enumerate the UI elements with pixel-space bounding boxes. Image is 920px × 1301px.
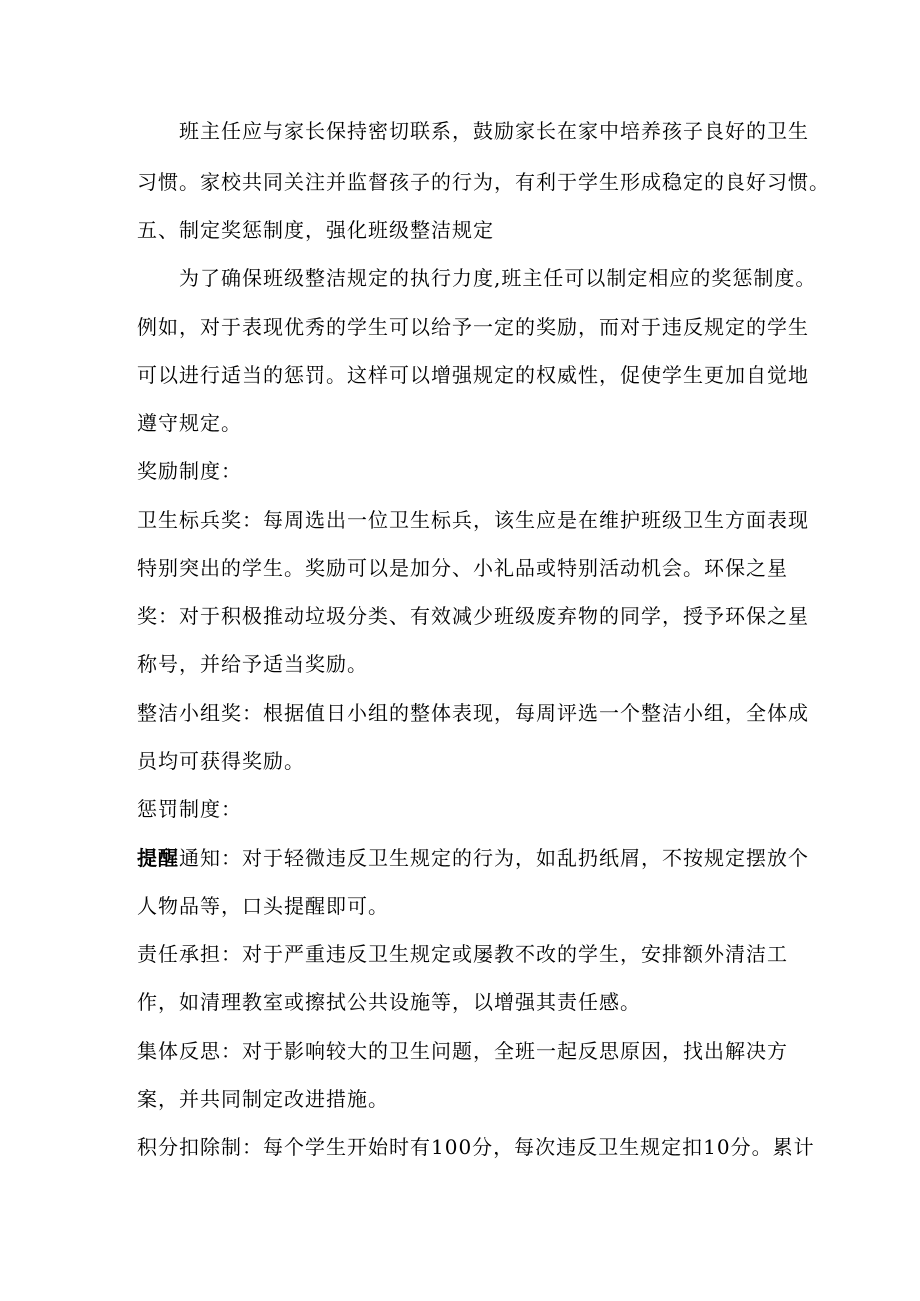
reward-item-1-line-4: 称号，并给予适当奖励。 xyxy=(137,652,368,676)
penalty-item-4-line-1: 积分扣除制：每个学生开始时有100分，每次违反卫生规定扣10分。累计 xyxy=(137,1135,815,1159)
paragraph-home-school-line-1: 班主任应与家长保持密切联系，鼓励家长在家中培养孩子良好的卫生 xyxy=(179,119,809,143)
paragraph-home-school-line-2: 习惯。家校共同关注并监督孩子的行为，有利于学生形成稳定的良好习惯。 xyxy=(137,170,830,194)
paragraph-reward-penalty-line-4: 遵守规定。 xyxy=(137,411,242,435)
reward-heading: 奖励制度： xyxy=(137,459,242,483)
penalty-item-1-line-2: 人物品等，口头提醒即可。 xyxy=(137,894,389,918)
reward-item-1-line-3: 奖：对于积极推动垃圾分类、有效减少班级废弃物的同学，授予环保之星 xyxy=(137,604,809,628)
penalty-item-1-bold-prefix: 提醒 xyxy=(137,846,179,870)
penalty-item-3-line-2: 案，并共同制定改进措施。 xyxy=(137,1087,389,1111)
paragraph-reward-penalty-line-3: 可以进行适当的惩罚。这样可以增强规定的权威性，促使学生更加自觉地 xyxy=(137,363,809,387)
penalty-item-2-line-1: 责任承担：对于严重违反卫生规定或屡教不改的学生，安排额外清洁工 xyxy=(137,942,788,966)
penalty-item-1-line-1-rest: 通知：对于轻微违反卫生规定的行为，如乱扔纸屑，不按规定摆放个 xyxy=(179,846,809,870)
section-heading-5: 五、制定奖惩制度，强化班级整洁规定 xyxy=(137,218,494,242)
paragraph-reward-penalty-line-2: 例如，对于表现优秀的学生可以给予一定的奖励，而对于违反规定的学生 xyxy=(137,315,809,339)
reward-item-1-line-1: 卫生标兵奖：每周选出一位卫生标兵，该生应是在维护班级卫生方面表现 xyxy=(137,508,809,532)
penalty-item-2-line-2: 作，如清理教室或擦拭公共设施等，以增强其责任感。 xyxy=(137,990,641,1014)
reward-item-2-line-1: 整洁小组奖：根据值日小组的整体表现，每周评选一个整洁小组，全体成 xyxy=(137,701,809,725)
penalty-item-1-line-1 xyxy=(137,846,809,870)
paragraph-reward-penalty-line-1: 为了确保班级整洁规定的执行力度,班主任可以制定相应的奖惩制度。 xyxy=(179,266,817,290)
reward-item-1-line-2: 特别突出的学生。奖励可以是加分、小礼品或特别活动机会。环保之星 xyxy=(137,556,788,580)
reward-item-2-line-2: 员均可获得奖励。 xyxy=(137,749,305,773)
penalty-heading: 惩罚制度： xyxy=(137,797,242,821)
penalty-item-3-line-1: 集体反思：对于影响较大的卫生问题，全班一起反思原因，找出解决方 xyxy=(137,1039,788,1063)
